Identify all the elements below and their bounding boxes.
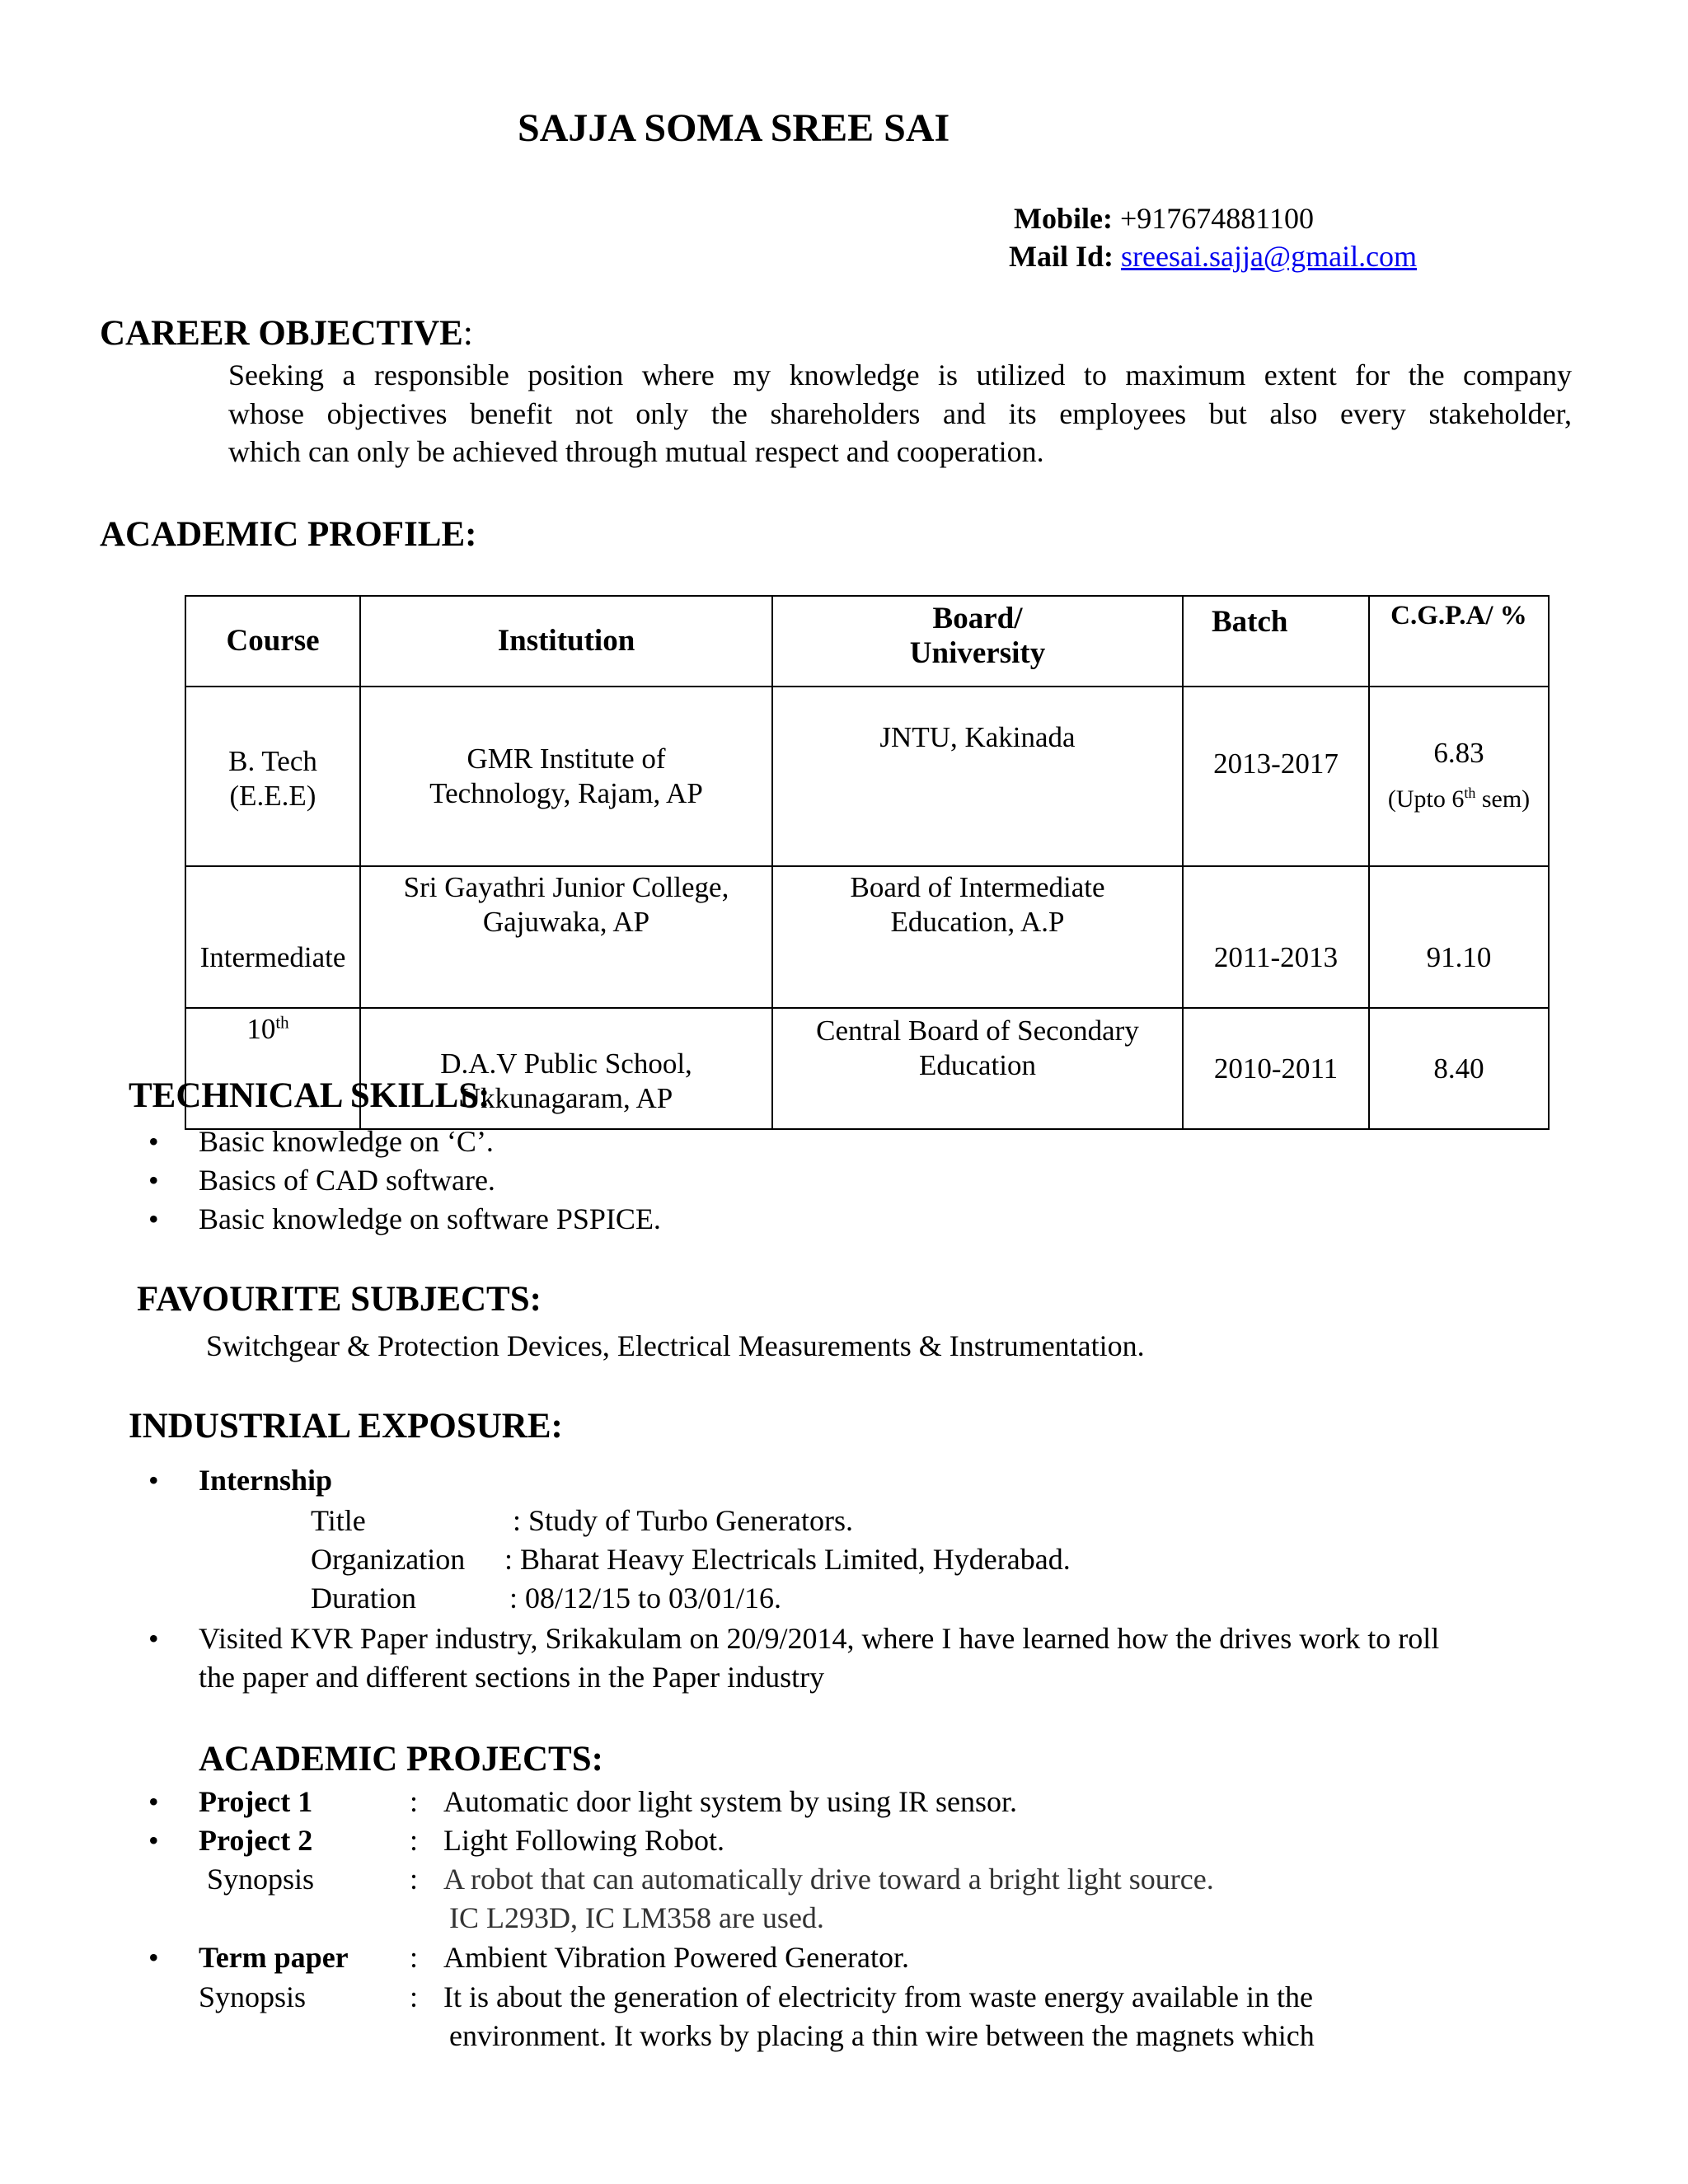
bullet-icon: • xyxy=(148,1785,159,1818)
academic-profile-heading: ACADEMIC PROFILE: xyxy=(100,515,477,554)
cell-batch: 2013-2017 xyxy=(1183,687,1369,866)
header-board-line1: Board/ xyxy=(932,602,1023,635)
term-synopsis-line2: environment. It works by placing a thin wire between the magnets which xyxy=(449,2019,1315,2052)
internship-duration-value: : 08/12/15 to 03/01/16. xyxy=(509,1582,782,1615)
project2-synopsis-line2: IC L293D, IC LM358 are used. xyxy=(449,1901,824,1934)
cell-board xyxy=(772,687,1183,866)
cell-cgpa: 8.40 xyxy=(1369,1008,1549,1129)
internship-org-label: Organization xyxy=(311,1543,466,1576)
project2-synopsis-label: Synopsis xyxy=(207,1863,315,1896)
favourite-subjects-text: Switchgear & Protection Devices, Electrical Measurements & Instrumentation. xyxy=(206,1329,1145,1362)
cell-board xyxy=(772,866,1183,1008)
bullet-icon: • xyxy=(148,1164,159,1197)
internship-duration-label: Duration xyxy=(311,1582,416,1615)
mail-label: Mail Id: xyxy=(1009,240,1114,273)
cell-course xyxy=(185,687,360,866)
mobile-line xyxy=(1014,201,1314,236)
header-board xyxy=(772,596,1183,687)
institution-line1: GMR Institute of xyxy=(467,743,666,775)
internship-title-label: Title xyxy=(311,1504,366,1537)
skill-item: Basic knowledge on ‘C’. xyxy=(199,1125,494,1158)
bullet-icon: • xyxy=(148,1125,159,1158)
cell-board xyxy=(772,1008,1183,1129)
visit-line-2: the paper and different sections in the Paper industry xyxy=(199,1661,825,1694)
institution-line2: Technology, Rajam, AP xyxy=(429,777,703,809)
institution-line2: Gajuwaka, AP xyxy=(482,906,650,938)
project2-label: Project 2 xyxy=(199,1824,313,1857)
board-line1: Central Board of Secondary xyxy=(816,1015,1139,1047)
cgpa-note-post: sem) xyxy=(1475,785,1531,813)
course-line1: B. Tech xyxy=(228,745,317,777)
table-row xyxy=(185,866,1549,1008)
cgpa-value: 6.83 xyxy=(1433,737,1484,769)
header-batch: Batch xyxy=(1183,596,1369,687)
career-heading-text: CAREER OBJECTIVE xyxy=(100,314,463,353)
bullet-icon: • xyxy=(148,1824,159,1857)
career-heading-colon: : xyxy=(462,314,473,353)
project1-value: Automatic door light system by using IR sensor. xyxy=(443,1785,1017,1818)
career-line-1: Seeking a responsible position where my knowledge is utilized to maximum extent for the company xyxy=(228,359,1572,391)
industrial-exposure-heading: INDUSTRIAL EXPOSURE: xyxy=(129,1407,563,1446)
header-institution: Institution xyxy=(360,596,772,687)
cgpa-note-pre: (Upto 6 xyxy=(1387,785,1465,813)
bullet-icon: • xyxy=(148,1202,159,1235)
skill-item: Basic knowledge on software PSPICE. xyxy=(199,1202,661,1235)
term-synopsis-label: Synopsis xyxy=(199,1980,307,2013)
favourite-subjects-heading: FAVOURITE SUBJECTS: xyxy=(137,1280,542,1319)
board-line2: Education, A.P xyxy=(890,906,1065,938)
term-paper-label: Term paper xyxy=(199,1941,349,1974)
project2-synopsis-line1: A robot that can automatically drive toward a bright light source. xyxy=(443,1863,1214,1896)
institution-line1: D.A.V Public School, xyxy=(440,1047,692,1080)
career-line-2: whose objectives benefit not only the shareholders and its employees but also every stakeholder, xyxy=(228,397,1572,430)
academic-projects-heading: ACADEMIC PROJECTS: xyxy=(199,1740,603,1779)
visit-line-1: Visited KVR Paper industry, Srikakulam on 20/9/2014, where I have learned how the drives work to roll xyxy=(199,1622,1440,1655)
internship-title-value: : Study of Turbo Generators. xyxy=(513,1504,853,1537)
project1-label: Project 1 xyxy=(199,1785,313,1818)
course-sup: th xyxy=(275,1012,289,1033)
board-line1: JNTU, Kakinada xyxy=(879,721,1076,753)
skill-item: Basics of CAD software. xyxy=(199,1164,495,1197)
mail-line xyxy=(1009,239,1417,274)
project1-colon: : xyxy=(410,1785,419,1818)
cell-batch: 2011-2013 xyxy=(1183,866,1369,1008)
mobile-label: Mobile: xyxy=(1014,202,1113,235)
cgpa-note xyxy=(1372,782,1546,817)
term-paper-value: Ambient Vibration Powered Generator. xyxy=(443,1941,910,1974)
institution-line1: Sri Gayathri Junior College, xyxy=(403,871,729,903)
header-cgpa: C.G.P.A/ % xyxy=(1369,596,1549,687)
bullet-icon: • xyxy=(148,1941,159,1974)
academic-table xyxy=(185,595,1550,1130)
board-line2: Education xyxy=(919,1049,1036,1081)
internship-org-value: : Bharat Heavy Electricals Limited, Hyderabad. xyxy=(504,1543,1071,1576)
mobile-value: +917674881100 xyxy=(1119,202,1314,235)
table-header-row xyxy=(185,596,1549,687)
bullet-icon: • xyxy=(148,1464,159,1497)
cell-course: Intermediate xyxy=(185,866,360,1008)
course-line2: (E.E.E) xyxy=(229,780,316,812)
cell-institution xyxy=(360,687,772,866)
project2-value: Light Following Robot. xyxy=(443,1824,725,1857)
technical-skills-heading: TECHNICAL SKILLS: xyxy=(129,1076,490,1115)
cell-cgpa xyxy=(1369,687,1549,866)
project2-colon: : xyxy=(410,1824,419,1857)
candidate-name: SAJJA SOMA SREE SAI xyxy=(518,106,950,150)
internship-label: Internship xyxy=(199,1464,333,1497)
email-link[interactable]: sreesai.sajja@gmail.com xyxy=(1121,240,1418,273)
header-board-line2: University xyxy=(909,636,1046,670)
board-line1: Board of Intermediate xyxy=(850,871,1105,903)
term-paper-colon: : xyxy=(410,1941,419,1974)
project2-synopsis-colon: : xyxy=(410,1863,419,1896)
bullet-icon: • xyxy=(148,1622,159,1655)
cell-institution xyxy=(360,866,772,1008)
institution-line2: Ukkunagaram, AP xyxy=(459,1081,673,1114)
career-line-3: which can only be achieved through mutual respect and cooperation. xyxy=(228,435,1044,468)
cell-batch: 2010-2011 xyxy=(1183,1008,1369,1129)
cell-cgpa: 91.10 xyxy=(1369,866,1549,1008)
term-synopsis-line1: It is about the generation of electricity from waste energy available in the xyxy=(443,1980,1313,2013)
course-line1: 10 xyxy=(246,1013,276,1045)
career-objective-heading xyxy=(100,313,473,354)
header-course: Course xyxy=(185,596,360,687)
cgpa-note-sup: th xyxy=(1464,785,1476,801)
table-row xyxy=(185,687,1549,866)
term-synopsis-colon: : xyxy=(410,1980,419,2013)
